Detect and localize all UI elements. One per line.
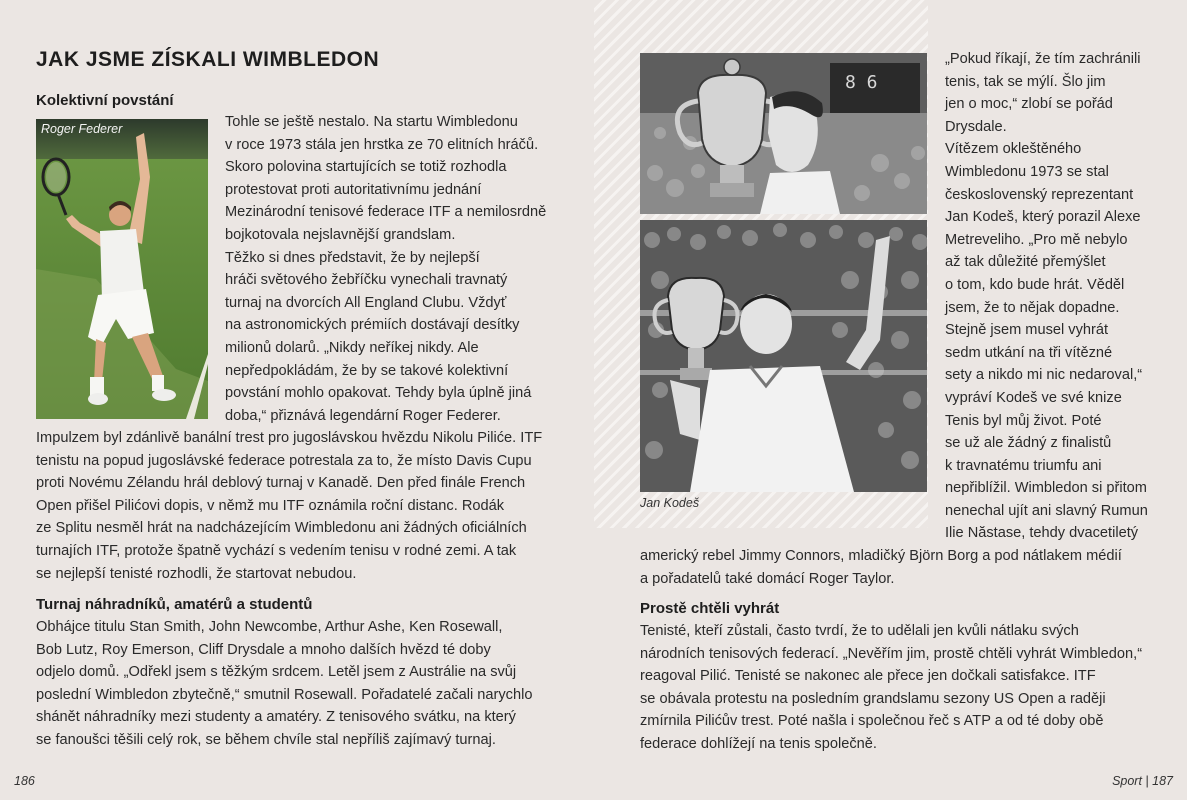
full-text-left	[36, 427, 542, 585]
section3-text	[640, 620, 1142, 756]
text-line: až tak důležité přemýšlet	[945, 254, 1106, 271]
text-line: a pořadatelů také domácí Roger Taylor.	[640, 570, 895, 587]
text-line: hráči světového žebříčku vynechali travnatý	[225, 272, 508, 289]
text-line: milionů dolarů. „Nikdy neříkej nikdy. Ale	[225, 339, 479, 356]
text-line: Vítězem okleštěného	[945, 141, 1082, 158]
text-line: Ilie Năstase, tehdy dvacetiletý	[945, 525, 1139, 542]
text-line: doba,“ přiznává legendární Roger Federer.	[225, 407, 501, 424]
text-line: turnaj na dvorcích All England Clubu. Vždyť	[225, 294, 507, 311]
text-line: Stejně jsem musel vyhrát	[945, 322, 1109, 339]
text-line: turnajích ITF, protože špatně vychází s vedením tenisu v rodné zemi. A tak	[36, 542, 517, 559]
text-line: na astronomických prémiích dostávají desítky	[225, 317, 520, 334]
text-line: nepřiblížil. Wimbledon si přitom	[945, 480, 1147, 497]
text-line: Tenis byl můj život. Poté	[945, 412, 1102, 429]
text-line: proti Novému Zélandu hrál deblový turnaj v Kanadě. Den před finále French	[36, 475, 526, 492]
text-line: shánět náhradníky mezi studenty a amatéry. Z tenisového svátku, na který	[36, 709, 516, 726]
text-line: Jan Kodeš, který porazil Alexe	[945, 209, 1141, 226]
section-heading-kolektivni: Kolektivní povstání	[36, 92, 174, 109]
text-line: se obávala protestu na posledním grandslamu sezony US Open a raději	[640, 690, 1106, 707]
section-heading-proste: Prostě chtěli vyhrát	[640, 600, 780, 617]
page-number-left: 186	[14, 774, 35, 788]
text-line: Tenisté, kteří zůstali, často tvrdí, že to udělali jen kvůli nátlaku svých	[640, 623, 1079, 639]
text-line: jen o moc,“ zlobí se pořád	[945, 96, 1113, 113]
text-line: sedm utkání na tři vítězné	[945, 344, 1113, 361]
text-line: Mezinárodní tenisové federace ITF a nemilosrdně	[225, 204, 547, 221]
text-line: Drysdale.	[945, 118, 1007, 135]
text-line: vypráví Kodeš ve své knize	[945, 389, 1122, 406]
text-line: ze Splitu nesměl hrát na nadcházejícím Wimbledonu ani žádných oficiálních	[36, 520, 527, 537]
kodes-caption: Jan Kodeš	[640, 496, 700, 510]
text-line: americký rebel Jimmy Connors, mladičký Björn Borg a pod nátlakem médií	[640, 548, 1122, 564]
text-line: československý reprezentant	[945, 186, 1134, 203]
text-line: Wimbledonu 1973 se stal	[945, 163, 1109, 180]
text-line: se už ale žádný z finalistů	[945, 435, 1112, 452]
wrap-text-left	[225, 111, 546, 427]
text-line: zmírnila Pilićův trest. Poté našla i společnou řeč s ATP a od té doby obě	[640, 713, 1104, 730]
text-line: Bob Lutz, Roy Emerson, Cliff Drysdale a mnoho dalších hvězd té doby	[36, 641, 491, 658]
text-line: jsem, že to nějak dopadne.	[945, 299, 1120, 316]
text-line: Impulzem byl zdánlivě banální trest pro jugoslávskou hvězdu Nikolu Piliće. ITF	[36, 430, 543, 446]
text-line: o tom, kdo bude hrát. Věděl	[945, 276, 1125, 293]
text-line: Metreveliho. „Pro mě nebylo	[945, 231, 1128, 248]
text-line: Tohle se ještě nestalo. Na startu Wimbledonu	[225, 114, 518, 130]
text-line: se nejlepší tenisté rozhodli, že startovat nebudou.	[36, 565, 357, 582]
text-line: „Pokud říkají, že tím zachránili	[945, 51, 1141, 67]
text-line: v roce 1973 stála jen hrstka ze 70 elitních hráčů.	[225, 136, 539, 153]
full-text-right	[640, 545, 1122, 590]
text-line: bojkotovala nejslavnější grandslam.	[225, 226, 456, 243]
text-line: se fanoušci těšili celý rok, se během chvíle stal nepříliš zajímavý turnaj.	[36, 731, 496, 748]
text-line: povstání mohlo opakovat. Tehdy byla úplně jiná	[225, 385, 532, 402]
federer-caption: Roger Federer	[41, 122, 123, 136]
text-line: Obhájce titulu Stan Smith, John Newcombe, Arthur Ashe, Ken Rosewall,	[36, 619, 503, 635]
federer-photo	[36, 119, 208, 419]
text-line: nenechal ujít ani slavný Rumun	[945, 502, 1148, 519]
svg-text:8 6: 8 6	[845, 72, 878, 93]
kodes-photo	[640, 220, 927, 492]
text-line: Skoro polovina startujících se totiž rozhodla	[225, 159, 507, 176]
text-line: odjelo domů. „Odřekl jsem s těžkým srdcem. Letěl jsem z Austrálie na svůj	[36, 664, 517, 681]
text-line: nepředpokládám, že by se takové kolektivní	[225, 362, 509, 379]
trophy-kiss-photo	[640, 53, 927, 214]
page-title: JAK JSME ZÍSKALI WIMBLEDON	[36, 48, 380, 71]
text-line: sety a nikdo mi nic nedaroval,“	[945, 367, 1143, 384]
text-line: národních tenisových federací. „Nevěřím jim, prostě chtěli vyhrát Wimbledon,“	[640, 645, 1143, 662]
wrap-text-right	[945, 48, 1148, 545]
text-line: Těžko si dnes představit, že by nejlepší	[225, 249, 480, 266]
text-line: tenistu na popud jugoslávské federace potrestala za to, že místo Davis Cupu	[36, 452, 532, 469]
section2-text	[36, 616, 532, 752]
text-line: tenis, tak se mýlí. Šlo jim	[945, 73, 1106, 90]
running-footer-right: Sport | 187	[1112, 774, 1173, 788]
text-line: federace dohlížejí na tenis společně.	[640, 735, 877, 752]
text-line: k travnatému triumfu ani	[945, 457, 1102, 474]
section-heading-turnaj: Turnaj náhradníků, amatérů a studentů	[36, 596, 313, 613]
text-line: protestovat proti autoritativnímu jednání	[225, 181, 482, 198]
text-line: Open přišel Pilićovi dopis, v němž mu ITF oznámila roční distanc. Rodák	[36, 497, 504, 514]
text-line: reagoval Pilić. Tenisté se nakonec ale přece jen dočkali satisfakce. ITF	[640, 668, 1096, 685]
text-line: poslední Wimbledon zbytečně,“ smutnil Rosewall. Pořadatelé začali narychlo	[36, 686, 533, 703]
